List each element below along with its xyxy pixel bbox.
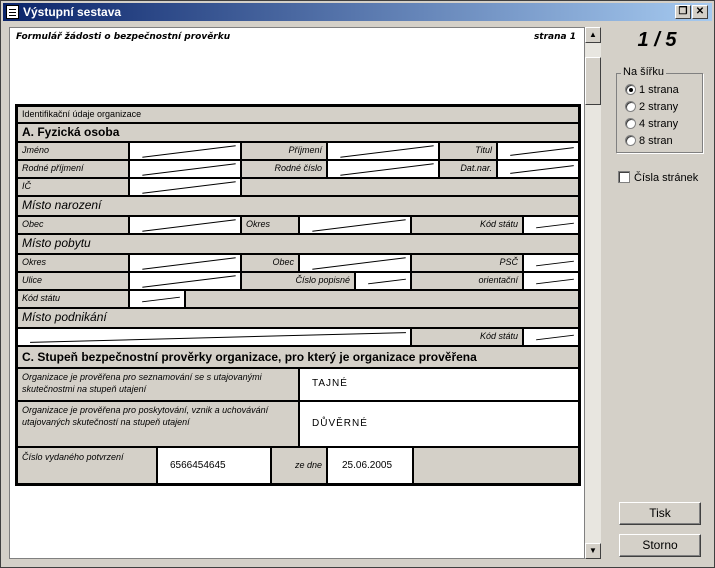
- cancel-button[interactable]: Storno: [619, 534, 701, 557]
- radio-8-pages[interactable]: [625, 135, 673, 147]
- radio-4-pages[interactable]: [625, 118, 678, 130]
- vertical-scrollbar[interactable]: [585, 27, 601, 559]
- label-poskytovani: Organizace je prověřena pro poskytování, vznik a uchovávání utajovaných skutečností na stupeň utajení: [17, 401, 299, 447]
- label-ic: IČ: [17, 178, 129, 196]
- label-psc: PSČ: [411, 254, 523, 272]
- value-kod-statu-narozeni: [523, 216, 579, 234]
- value-titul: [497, 142, 579, 160]
- print-button[interactable]: Tisk: [619, 502, 701, 525]
- value-rodne-cislo: [327, 160, 439, 178]
- checkbox-icon: [618, 171, 630, 183]
- label-ulice: Ulice: [17, 272, 129, 290]
- label-rodne-cislo: Rodné číslo: [241, 160, 327, 178]
- label-jmeno: Jméno: [17, 142, 129, 160]
- arrow-up-icon: ▲: [589, 30, 597, 39]
- label-kod-statu-pobytu: Kód státu: [17, 290, 129, 308]
- scroll-up-button[interactable]: [585, 27, 601, 43]
- value-ic: [129, 178, 241, 196]
- radio-2-pages[interactable]: [625, 101, 678, 113]
- page-numbers-label: Čísla stránek: [634, 172, 699, 184]
- value-obec-pobytu: [299, 254, 411, 272]
- label-obec-narozeni: Obec: [17, 216, 129, 234]
- misto-narozeni-heading: Místo narození: [17, 196, 579, 216]
- label-prijmeni: Příjmení: [241, 142, 327, 160]
- misto-pobytu-heading: Místo pobytu: [17, 234, 579, 254]
- label-cislo-potvrzeni: Číslo vydaného potvrzení: [17, 447, 157, 484]
- label-cislo-popisne: Číslo popisné: [241, 272, 355, 290]
- value-psc: [523, 254, 579, 272]
- value-cislo-potvrzeni: 6566454645: [157, 447, 271, 484]
- label-titul: Titul: [439, 142, 497, 160]
- title-bar[interactable]: [3, 3, 712, 21]
- section-a-heading: A. Fyzická osoba: [17, 123, 579, 142]
- value-misto-podnikani: [17, 328, 411, 346]
- page-label: strana 1: [533, 32, 576, 42]
- document-icon: [6, 5, 19, 19]
- label-orientacni: orientační: [411, 272, 523, 290]
- label-dat-nar: Dat.nar.: [439, 160, 497, 178]
- label-rodne-prijmeni: Rodné příjmení: [17, 160, 129, 178]
- empty-cell: [185, 290, 579, 308]
- value-ulice: [129, 272, 241, 290]
- radio-1-page[interactable]: [625, 84, 679, 96]
- value-dat-nar: [497, 160, 579, 178]
- radio-label: 4 strany: [639, 118, 679, 130]
- value-prijmeni: [327, 142, 439, 160]
- arrow-down-icon: ▼: [589, 546, 597, 555]
- value-kod-statu-podnikani: [523, 328, 579, 346]
- empty-cell: [241, 178, 579, 196]
- radio-label: 2 strany: [639, 101, 679, 113]
- form-table: [15, 104, 581, 486]
- radio-selected-icon: [625, 84, 636, 95]
- value-seznamovani: TAJNÉ: [299, 368, 579, 401]
- label-kod-statu-narozeni: Kód státu: [411, 216, 523, 234]
- value-okres-pobytu: [129, 254, 241, 272]
- radio-label: 1 strana: [639, 84, 679, 96]
- section-c-heading: C. Stupeň bezpečnostní prověrky organizace, pro který je organizace prověřena: [17, 346, 579, 368]
- close-button[interactable]: [692, 5, 708, 19]
- radio-icon: [625, 101, 636, 112]
- value-cislo-popisne: [355, 272, 411, 290]
- label-obec-pobytu: Obec: [241, 254, 299, 272]
- value-poskytovani: DŮVĚRNÉ: [299, 401, 579, 447]
- page-counter: 1 / 5: [637, 29, 677, 51]
- value-ze-dne: 25.06.2005: [327, 447, 413, 484]
- document-title: Formulář žádosti o bezpečnostní prověrku: [16, 32, 231, 42]
- restore-icon: ❐: [678, 6, 688, 17]
- window-title: Výstupní sestava: [23, 5, 122, 19]
- value-okres-narozeni: [299, 216, 411, 234]
- label-kod-statu-podnikani: Kód státu: [411, 328, 523, 346]
- close-icon: ✕: [695, 6, 705, 17]
- label-seznamovani: Organizace je prověřena pro seznamování se s utajovanými skutečnostmi na stupeň utajení: [17, 368, 299, 401]
- report-preview[interactable]: [9, 27, 585, 559]
- value-jmeno: [129, 142, 241, 160]
- label-okres-pobytu: Okres: [17, 254, 129, 272]
- page-numbers-checkbox[interactable]: [618, 171, 698, 184]
- radio-icon: [625, 118, 636, 129]
- label-okres-narozeni: Okres: [241, 216, 299, 234]
- scroll-down-button[interactable]: [585, 543, 601, 559]
- landscape-group-label: Na šířku: [623, 66, 664, 78]
- radio-icon: [625, 135, 636, 146]
- misto-podnikani-heading: Místo podnikání: [17, 308, 579, 328]
- org-id-header: Identifikační údaje organizace: [17, 106, 579, 123]
- scroll-thumb[interactable]: [585, 57, 601, 105]
- value-obec-narozeni: [129, 216, 241, 234]
- empty-cell: [413, 447, 579, 484]
- restore-button[interactable]: [675, 5, 691, 19]
- value-orientacni: [523, 272, 579, 290]
- label-ze-dne: ze dne: [271, 447, 327, 484]
- radio-label: 8 stran: [639, 135, 673, 147]
- value-kod-statu-pobytu: [129, 290, 185, 308]
- value-rodne-prijmeni: [129, 160, 241, 178]
